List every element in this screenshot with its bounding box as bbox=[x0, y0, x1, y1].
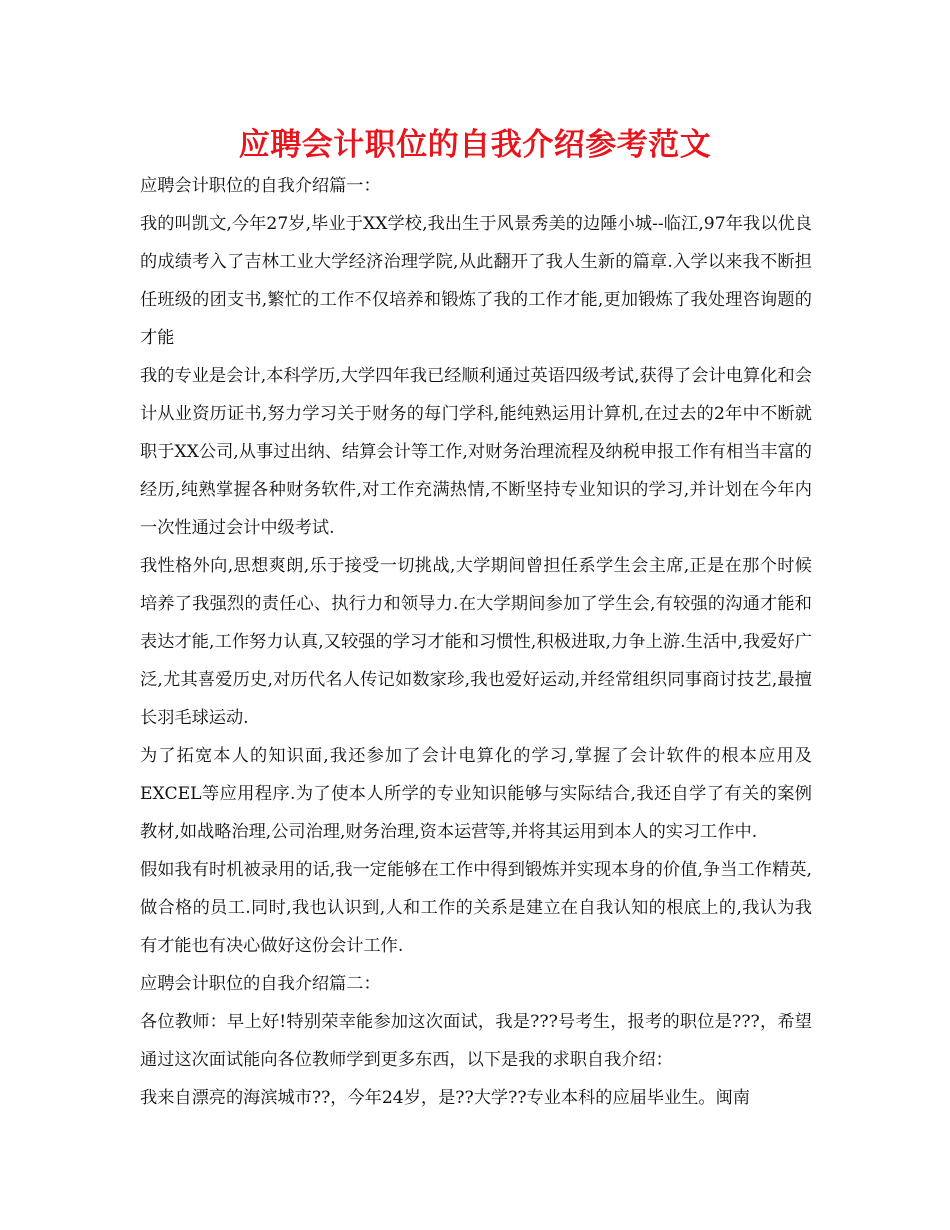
paragraph-knowledge: 为了拓宽本人的知识面,我还参加了会计电算化的学习,掌握了会计软件的根本应用及EXCEL等应用程序.为了使本人所学的专业知识能够与实际结合,我还自学了有关的案例教材,如战略治理,公司治理,财务治理,资本运营等,并将其运用到本人的实习工作中. bbox=[140, 746, 812, 842]
document-body bbox=[140, 167, 812, 1117]
section-heading-2: 应聘会计职位的自我介绍篇二： bbox=[140, 974, 381, 994]
paragraph-introduction: 我的叫凯文,今年27岁,毕业于XX学校,我出生于风景秀美的边陲小城--临江,97年我以优良的成绩考入了吉林工业大学经济治理学院,从此翻开了我人生新的篇章.入学以来我不断担任班级的团支书,繁忙的工作不仅培养和锻炼了我的工作才能,更加锻炼了我处理咨询题的才能 bbox=[140, 214, 812, 348]
section-heading-1: 应聘会计职位的自我介绍篇一： bbox=[140, 176, 381, 196]
paragraph-closing: 假如我有时机被录用的话,我一定能够在工作中得到锻炼并实现本身的价值,争当工作精英,做合格的员工.同时,我也认识到,人和工作的关系是建立在自我认知的根底上的,我认为我有才能也有决心做好这份会计工作. bbox=[140, 860, 812, 956]
paragraph-major: 我的专业是会计,本科学历,大学四年我已经顺利通过英语四级考试,获得了会计电算化和会计从业资历证书,努力学习关于财务的每门学科,能纯熟运用计算机,在过去的2年中不断就职于XX公司,从事过出纳、结算会计等工作,对财务治理流程及纳税申报工作有相当丰富的经历,纯熟掌握各种财务软件,对工作充满热情,不断坚持专业知识的学习,并计划在今年内一次性通过会计中级考试. bbox=[140, 366, 812, 538]
paragraph-greeting: 各位教师：早上好!特别荣幸能参加这次面试，我是???号考生，报考的职位是???，希望通过这次面试能向各位教师学到更多东西，以下是我的求职自我介绍： bbox=[140, 1012, 812, 1070]
paragraph-origin: 我来自漂亮的海滨城市??，今年24岁，是??大学??专业本科的应届毕业生。闽南 bbox=[140, 1088, 750, 1108]
document-title: 应聘会计职位的自我介绍参考范文 bbox=[238, 127, 712, 163]
paragraph-personality: 我性格外向,思想爽朗,乐于接受一切挑战,大学期间曾担任系学生会主席,正是在那个时候培养了我强烈的责任心、执行力和领导力.在大学期间参加了学生会,有较强的沟通才能和表达才能,工作努力认真,又较强的学习才能和习惯性,积极进取,力争上游.生活中,我爱好广泛,尤其喜爱历史,对历代名人传记如数家珍,我也爱好运动,并经常组织同事商讨技艺,最擅长羽毛球运动. bbox=[140, 556, 812, 728]
